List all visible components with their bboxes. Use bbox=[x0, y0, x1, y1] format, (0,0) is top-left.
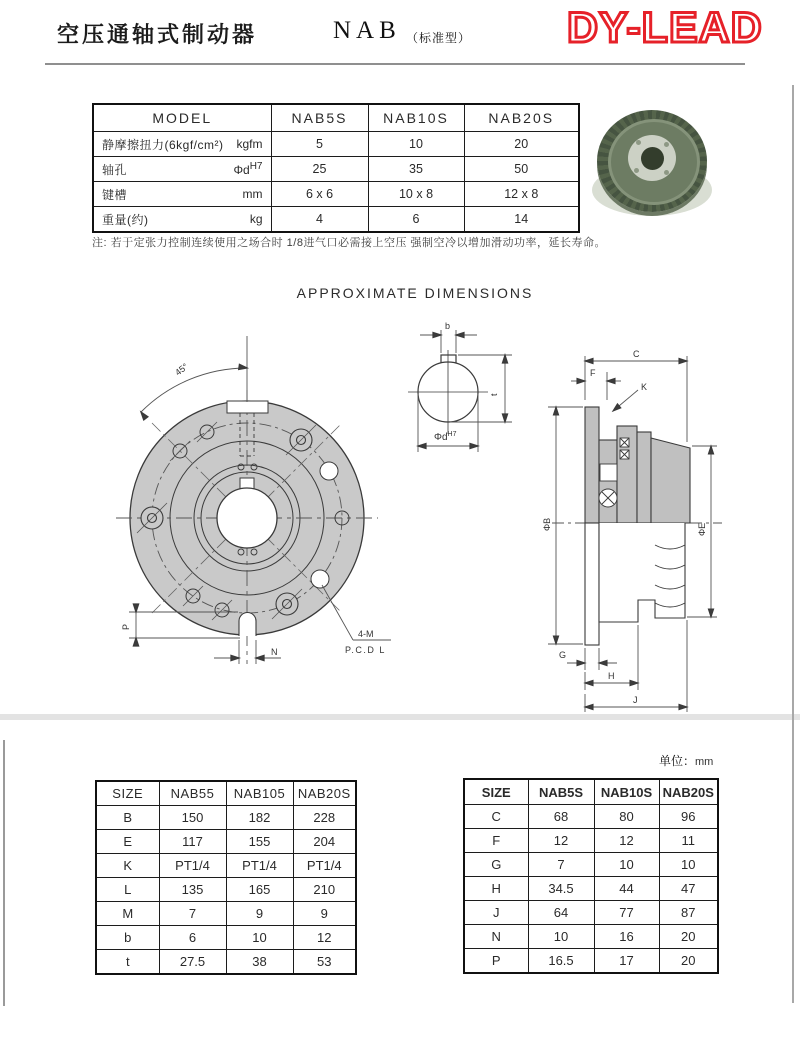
svg-text:45°: 45° bbox=[173, 361, 190, 378]
table-row bbox=[96, 950, 356, 975]
spec-unit-text: kg bbox=[249, 212, 263, 226]
table-cell: 12 bbox=[528, 829, 594, 853]
spec-label bbox=[94, 161, 271, 178]
photo-bolt bbox=[634, 168, 639, 173]
table-cell: PT1/4 bbox=[293, 854, 356, 878]
svg-text:P: P bbox=[121, 623, 131, 630]
table-cell: 64 bbox=[528, 901, 594, 925]
table-cell: P bbox=[464, 949, 528, 974]
table-row bbox=[96, 902, 356, 926]
svg-text:N: N bbox=[271, 647, 278, 657]
table-cell: t bbox=[96, 950, 159, 975]
table-cell: 96 bbox=[659, 805, 718, 829]
table-cell: 17 bbox=[594, 949, 659, 974]
spec-label-cell bbox=[93, 182, 271, 207]
table-cell: 210 bbox=[293, 878, 356, 902]
table-cell: 10 x 8 bbox=[368, 182, 464, 207]
spec-label-cell bbox=[93, 157, 271, 182]
table-cell: 117 bbox=[159, 830, 226, 854]
table-cell: 165 bbox=[226, 878, 293, 902]
table-cell: 27.5 bbox=[159, 950, 226, 975]
technical-drawings bbox=[0, 310, 800, 715]
table-cell: 6 bbox=[159, 926, 226, 950]
table-cell: K bbox=[96, 854, 159, 878]
column-header: NAB20S bbox=[293, 781, 356, 806]
svg-text:b: b bbox=[445, 321, 451, 331]
page-title: 空压通轴式制动器 bbox=[57, 22, 258, 47]
table-cell: 5 bbox=[271, 132, 368, 157]
table-row bbox=[93, 182, 579, 207]
table-row bbox=[96, 830, 356, 854]
page-edge-line bbox=[792, 85, 794, 1003]
spec-label bbox=[94, 186, 271, 203]
spec-label-cell bbox=[93, 132, 271, 157]
table-cell: 53 bbox=[293, 950, 356, 975]
spec-label-text: 重量(约) bbox=[102, 212, 149, 227]
table-cell: 20 bbox=[659, 925, 718, 949]
column-header: NAB20S bbox=[464, 104, 579, 132]
column-header: NAB5S bbox=[271, 104, 368, 132]
front-view-drawing bbox=[116, 336, 391, 664]
photo-bolt bbox=[664, 142, 669, 147]
table-row bbox=[93, 157, 579, 182]
table-cell: 34.5 bbox=[528, 877, 594, 901]
column-header: NAB10S bbox=[594, 779, 659, 805]
table-row bbox=[464, 877, 718, 901]
spec-label bbox=[94, 211, 271, 228]
column-header: NAB20S bbox=[659, 779, 718, 805]
spec-unit-sup: H7 bbox=[249, 161, 263, 172]
table-cell: G bbox=[464, 853, 528, 877]
svg-text:t: t bbox=[489, 393, 499, 396]
column-header: NAB105 bbox=[226, 781, 293, 806]
table-cell: L bbox=[96, 878, 159, 902]
section-heading: APPROXIMATE DIMENSIONS bbox=[296, 285, 534, 301]
model-title: NAB bbox=[333, 17, 401, 44]
table-cell: 9 bbox=[226, 902, 293, 926]
svg-text:ΦdH7: $\Phi d^{H7}$ bbox=[434, 431, 457, 443]
column-header: NAB5S bbox=[528, 779, 594, 805]
table-cell: 10 bbox=[659, 853, 718, 877]
unit-label: 单位：mm bbox=[659, 754, 714, 768]
table-row bbox=[96, 878, 356, 902]
spec-table bbox=[92, 103, 580, 233]
table-cell: J bbox=[464, 901, 528, 925]
spec-unit-text: kgfm bbox=[236, 137, 263, 151]
table-cell: 6 x 6 bbox=[271, 182, 368, 207]
svg-text:4-M: 4-M bbox=[358, 629, 374, 639]
table-header-row bbox=[464, 779, 718, 805]
table-cell: PT1/4 bbox=[159, 854, 226, 878]
table-cell: 155 bbox=[226, 830, 293, 854]
column-header: SIZE bbox=[96, 781, 159, 806]
table-cell: 38 bbox=[226, 950, 293, 975]
photo-bore bbox=[641, 147, 664, 170]
table-cell: 16 bbox=[594, 925, 659, 949]
table-cell: F bbox=[464, 829, 528, 853]
table-cell: 50 bbox=[464, 157, 579, 182]
table-row bbox=[93, 207, 579, 233]
table-cell: 10 bbox=[368, 132, 464, 157]
svg-text:ΦE: ΦE bbox=[697, 522, 707, 536]
spec-unit-text: $\Phi d^{H7}$ bbox=[233, 161, 263, 177]
spec-label-text: 静摩擦扭力(6kgf/cm²) bbox=[102, 137, 224, 152]
table-cell: 7 bbox=[159, 902, 226, 926]
spec-unit-text: mm bbox=[242, 187, 263, 201]
column-header: MODEL bbox=[93, 104, 271, 132]
section-view-drawing bbox=[542, 349, 722, 712]
table-cell: 10 bbox=[226, 926, 293, 950]
photo-bolt bbox=[664, 170, 669, 175]
svg-text:F: F bbox=[590, 368, 596, 378]
table-cell: 12 bbox=[293, 926, 356, 950]
spec-header-row bbox=[93, 104, 579, 132]
table-row bbox=[464, 805, 718, 829]
table-cell: 68 bbox=[528, 805, 594, 829]
dimension-table-left bbox=[95, 780, 357, 975]
column-header: SIZE bbox=[464, 779, 528, 805]
table-cell: 14 bbox=[464, 207, 579, 233]
table-row bbox=[464, 901, 718, 925]
shaft-detail-drawing bbox=[408, 321, 512, 452]
footnote: 注: 若于定张力控制连续使用之场合时 1/8进气口必需接上空压 强制空冷以增加滑动功率，延长寿命。 bbox=[92, 237, 607, 249]
table-cell: 87 bbox=[659, 901, 718, 925]
table-row bbox=[464, 925, 718, 949]
table-cell: 150 bbox=[159, 806, 226, 830]
svg-text:J: J bbox=[633, 695, 638, 705]
product-photo bbox=[592, 106, 714, 220]
table-row bbox=[96, 854, 356, 878]
spec-label-text: 键槽 bbox=[102, 187, 128, 202]
svg-text:G: G bbox=[559, 650, 567, 660]
dimension-table-right bbox=[463, 778, 719, 974]
table-cell: PT1/4 bbox=[226, 854, 293, 878]
table-cell: M bbox=[96, 902, 159, 926]
table-cell: 11 bbox=[659, 829, 718, 853]
table-cell: 7 bbox=[528, 853, 594, 877]
column-header: NAB55 bbox=[159, 781, 226, 806]
table-cell: 135 bbox=[159, 878, 226, 902]
table-row bbox=[93, 132, 579, 157]
table-cell: 16.5 bbox=[528, 949, 594, 974]
spec-label-cell bbox=[93, 207, 271, 233]
table-cell: 10 bbox=[594, 853, 659, 877]
table-cell: 25 bbox=[271, 157, 368, 182]
column-header: NAB10S bbox=[368, 104, 464, 132]
table-cell: 77 bbox=[594, 901, 659, 925]
table-cell: 20 bbox=[464, 132, 579, 157]
table-cell: B bbox=[96, 806, 159, 830]
table-cell: C bbox=[464, 805, 528, 829]
table-cell: 182 bbox=[226, 806, 293, 830]
table-header-row bbox=[96, 781, 356, 806]
table-cell: N bbox=[464, 925, 528, 949]
table-cell: 204 bbox=[293, 830, 356, 854]
table-cell: 9 bbox=[293, 902, 356, 926]
table-cell: 228 bbox=[293, 806, 356, 830]
table-cell: 20 bbox=[659, 949, 718, 974]
table-row bbox=[464, 829, 718, 853]
section-divider bbox=[0, 714, 800, 720]
spec-label-text: 轴孔 bbox=[102, 162, 128, 177]
table-row bbox=[464, 949, 718, 974]
photo-bolt bbox=[636, 140, 641, 145]
svg-text:C: C bbox=[633, 349, 640, 359]
table-cell: 10 bbox=[528, 925, 594, 949]
svg-text:K: K bbox=[641, 382, 648, 392]
table-cell: 47 bbox=[659, 877, 718, 901]
brand-logo: DY-LEAD bbox=[567, 4, 763, 52]
table-cell: 12 bbox=[594, 829, 659, 853]
table-cell: 12 x 8 bbox=[464, 182, 579, 207]
page-edge-line bbox=[3, 740, 5, 1006]
table-cell: b bbox=[96, 926, 159, 950]
table-cell: H bbox=[464, 877, 528, 901]
table-cell: E bbox=[96, 830, 159, 854]
table-cell: 35 bbox=[368, 157, 464, 182]
table-cell: 80 bbox=[594, 805, 659, 829]
table-cell: 44 bbox=[594, 877, 659, 901]
table-row bbox=[464, 853, 718, 877]
table-row bbox=[96, 926, 356, 950]
table-cell: 4 bbox=[271, 207, 368, 233]
table-cell: 6 bbox=[368, 207, 464, 233]
spec-label bbox=[94, 136, 271, 153]
model-type-label: （标准型） bbox=[406, 31, 472, 45]
svg-text:H: H bbox=[608, 671, 615, 681]
svg-text:ΦB: ΦB bbox=[542, 517, 552, 531]
header-rule bbox=[45, 63, 745, 65]
table-row bbox=[96, 806, 356, 830]
svg-text:P.C.D L: P.C.D L bbox=[345, 645, 386, 655]
